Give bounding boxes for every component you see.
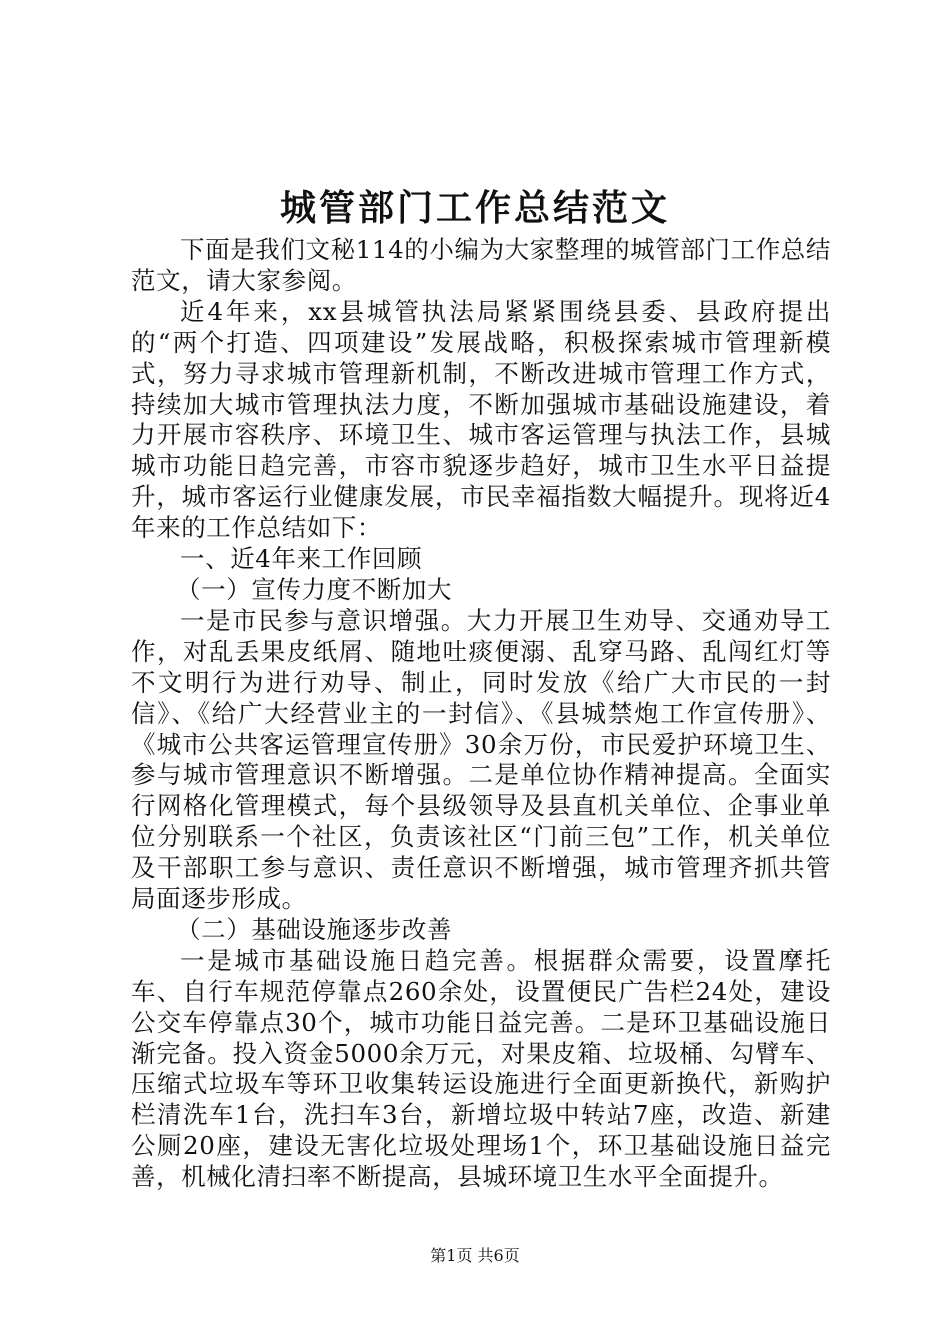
intro-paragraph: 下面是我们文秘114的小编为大家整理的城管部门工作总结范文，请大家参阅。 (131, 235, 831, 295)
subsection-paragraph-1: 一是市民参与意识增强。大力开展卫生劝导、交通劝导工作，对乱丢果皮纸屑、随地吐痰便溺、乱穿马路、乱闯红灯等不文明行为进行劝导、制止，同时发放《给广大市民的一封信》、《给广大经营业主的一封信》、《县城禁炮工作宣传册》、《城市公共客运管理宣传册》30余万份，市民爱护环境卫生、参与城市管理意识不断增强。二是单位协作精神提高。全面实行网格化管理模式，每个县级领导及县直机关单位、企事业单位分别联系一个社区，负责该社区“门前三包”工作，机关单位及干部职工参与意识、责任意识不断增强，城市管理齐抓共管局面逐步形成。 (131, 605, 831, 914)
subsection-heading-1: （一）宣传力度不断加大 (176, 574, 453, 604)
page-footer: 第1页 共6页 (430, 1246, 520, 1265)
subsection-heading-2: （二）基础设施逐步改善 (176, 914, 453, 944)
overview-paragraph: 近4年来，xx县城管执法局紧紧围绕县委、县政府提出的“两个打造、四项建设”发展战略，积极探索城市管理新模式，努力寻求城市管理新机制，不断改进城市管理工作方式，持续加大城市管理执法力度，不断加强城市基础设施建设，着力开展市容秩序、环境卫生、城市客运管理与执法工作，县城城市功能日趋完善，市容市貌逐步趋好，城市卫生水平日益提升，城市客运行业健康发展，市民幸福指数大幅提升。现将近4年来的工作总结如下： (131, 296, 831, 543)
subsection-paragraph-2: 一是城市基础设施日趋完善。根据群众需要，设置摩托车、自行车规范停靠点260余处，设置便民广告栏24处，建设公交车停靠点30个，城市功能日益完善。二是环卫基础设施日渐完备。投入资金5000余万元，对果皮箱、垃圾桶、勾臂车、压缩式垃圾车等环卫收集转运设施进行全面更新换代，新购护栏清洗车1台，洗扫车3台，新增垃圾中转站7座，改造、新建公厕20座，建设无害化垃圾处理场1个，环卫基础设施日益完善，机械化清扫率不断提高，县城环境卫生水平全面提升。 (131, 945, 831, 1192)
document-title: 城管部门工作总结范文 (279, 187, 670, 229)
section-heading: 一、近4年来工作回顾 (180, 544, 423, 574)
document-body (131, 235, 831, 1193)
